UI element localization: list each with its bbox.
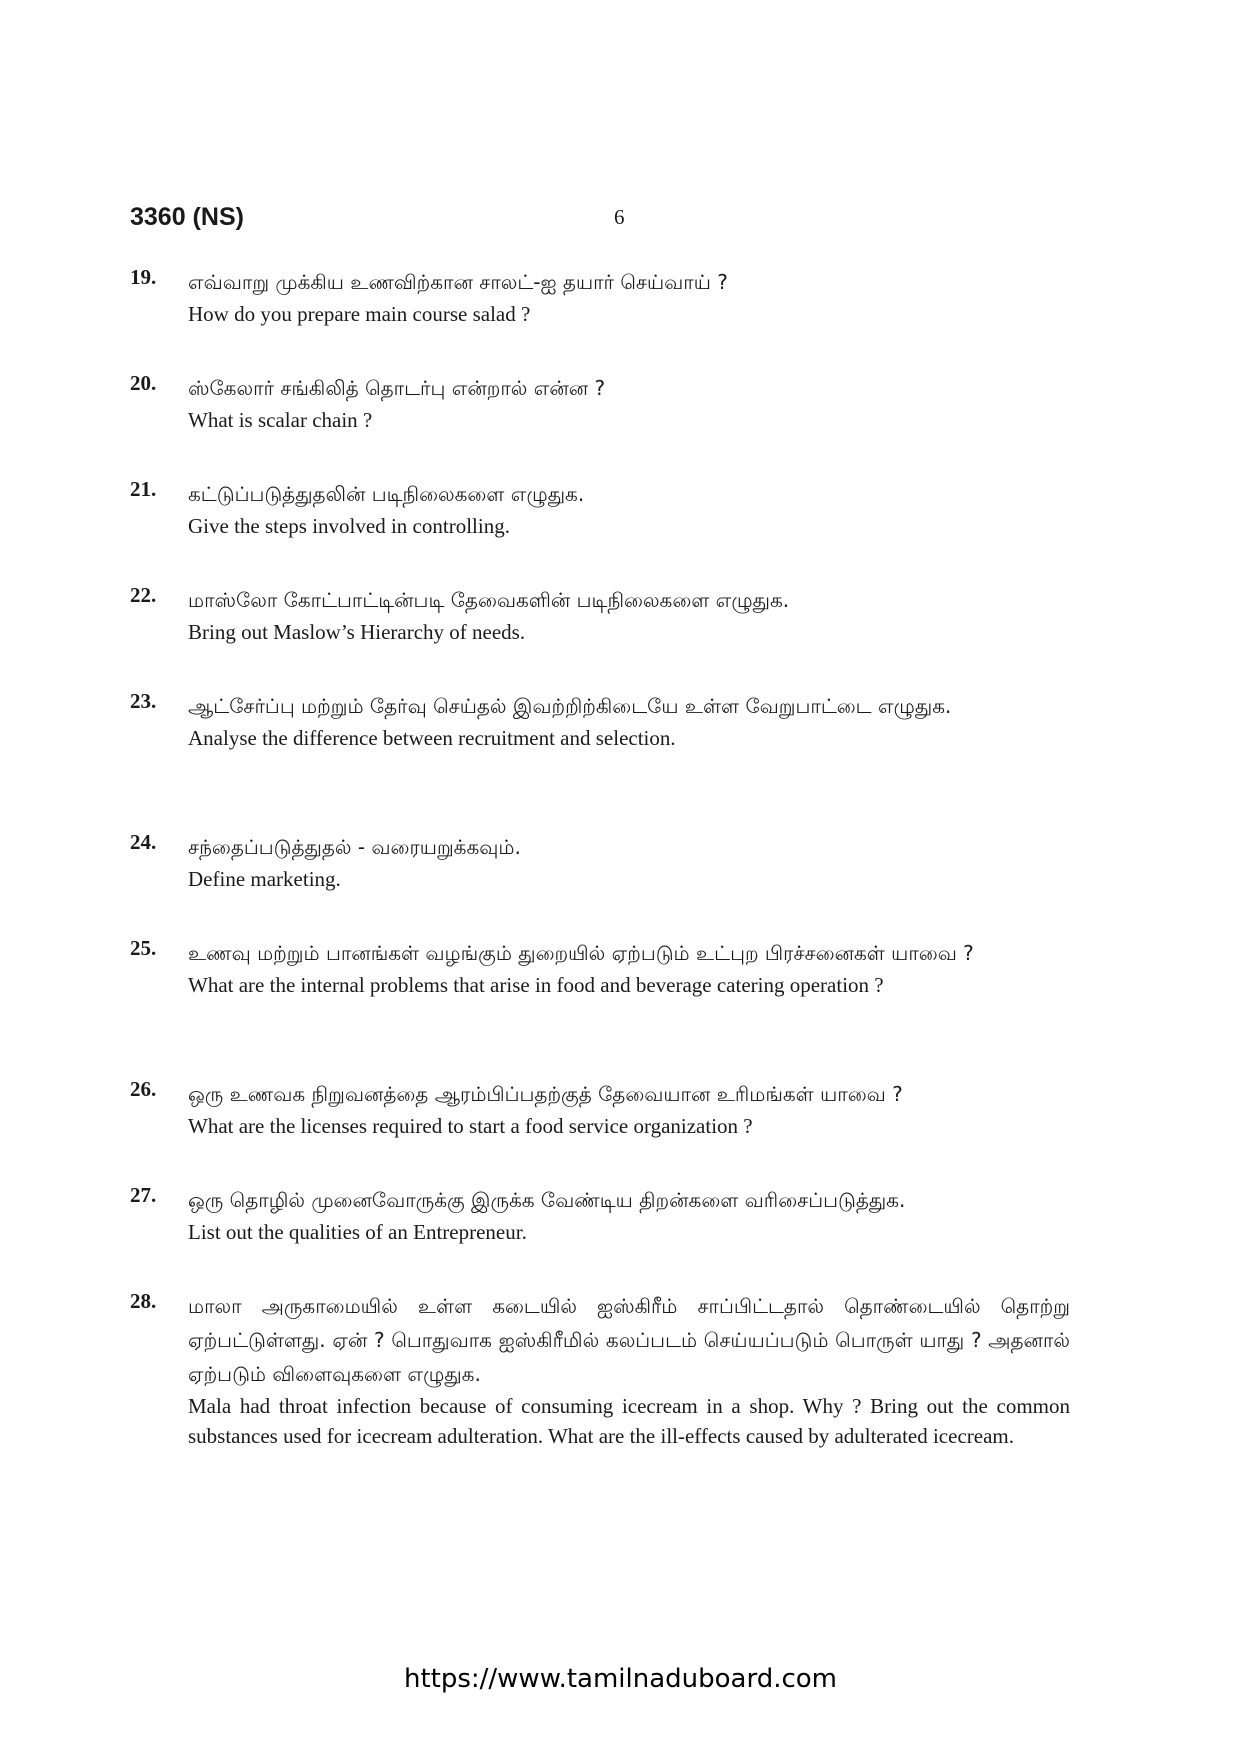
question-number: 26.	[130, 1077, 157, 1101]
question-number: 22.	[130, 583, 157, 607]
question-text-tamil: ஒரு உணவக நிறுவனத்தை ஆரம்பிப்பதற்குத் தேவையான உரிமங்கள் யாவை ?	[188, 1082, 903, 1106]
question-text-english: List out the qualities of an Entrepreneur.	[188, 1220, 527, 1244]
question-number: 27.	[130, 1183, 157, 1207]
question-23	[130, 689, 1070, 753]
question-27	[130, 1183, 1070, 1247]
question-21	[130, 477, 1070, 541]
question-text-tamil: மாலா அருகாமையில் உள்ள கடையில் ஐஸ்கிரீம் சாப்பிட்டதால் தொண்டையில் தொற்று ஏற்பட்டுள்ளது. ஏன் ? பொதுவாக ஐஸ்கிரீமில் கலப்படம் செய்யப்படும் பொருள் யாது ? அதனால் ஏற்படும் விளைவுகளை எழுதுக.	[188, 1294, 1070, 1386]
question-26	[130, 1077, 1070, 1141]
footer-url: https://www.tamilnaduboard.com	[403, 1664, 838, 1694]
question-text-tamil: மாஸ்லோ கோட்பாட்டின்படி தேவைகளின் படிநிலைகளை எழுதுக.	[188, 588, 790, 612]
question-number: 23.	[130, 689, 157, 713]
question-text-tamil: கட்டுப்படுத்துதலின் படிநிலைகளை எழுதுக.	[188, 482, 585, 506]
question-text-tamil: சந்தைப்படுத்துதல் - வரையறுக்கவும்.	[188, 835, 521, 859]
question-24	[130, 830, 1070, 894]
question-text-english: What is scalar chain ?	[188, 408, 373, 432]
question-number: 28.	[130, 1289, 157, 1313]
question-text-tamil: உணவு மற்றும் பானங்கள் வழங்கும் துறையில் ஏற்படும் உட்புற பிரச்சனைகள் யாவை ?	[188, 941, 974, 965]
question-19	[130, 265, 1070, 329]
question-number: 20.	[130, 371, 157, 395]
question-text-english: Bring out Maslow’s Hierarchy of needs.	[188, 620, 526, 644]
question-number: 19.	[130, 265, 157, 289]
question-text-english: Mala had throat infection because of consuming icecream in a shop. Why ? Bring out the common substances used for icecream adulteration. What are the ill-effects caused by adulterated icecream.	[188, 1394, 1070, 1448]
question-text-tamil: ஒரு தொழில் முனைவோருக்கு இருக்க வேண்டிய திறன்களை வரிசைப்படுத்துக.	[188, 1188, 906, 1212]
question-text-english: What are the internal problems that arise in food and beverage catering operation ?	[188, 973, 884, 997]
question-text-english: Give the steps involved in controlling.	[188, 514, 510, 538]
question-text-english: What are the licenses required to start a food service organization ?	[188, 1114, 753, 1138]
question-number: 24.	[130, 830, 157, 854]
question-text-tamil: ஸ்கேலார் சங்கிலித் தொடர்பு என்றால் என்ன ?	[188, 376, 606, 400]
question-number: 21.	[130, 477, 157, 501]
page-number: 6	[614, 205, 625, 229]
question-text-english: How do you prepare main course salad ?	[188, 302, 531, 326]
question-text-english: Define marketing.	[188, 867, 341, 891]
question-text-english: Analyse the difference between recruitment and selection.	[188, 726, 676, 750]
question-text-tamil: எவ்வாறு முக்கிய உணவிற்கான சாலட்-ஐ தயார் செய்வாய் ?	[188, 270, 728, 294]
question-paper-code: 3360 (NS)	[130, 203, 244, 231]
question-28	[130, 1289, 1070, 1451]
question-number: 25.	[130, 936, 157, 960]
question-20	[130, 371, 1070, 435]
question-22	[130, 583, 1070, 647]
question-text-tamil: ஆட்சேர்ப்பு மற்றும் தேர்வு செய்தல் இவற்றிற்கிடையே உள்ள வேறுபாட்டை எழுதுக.	[188, 694, 952, 718]
question-25	[130, 936, 1070, 1000]
page-header	[130, 203, 1030, 243]
